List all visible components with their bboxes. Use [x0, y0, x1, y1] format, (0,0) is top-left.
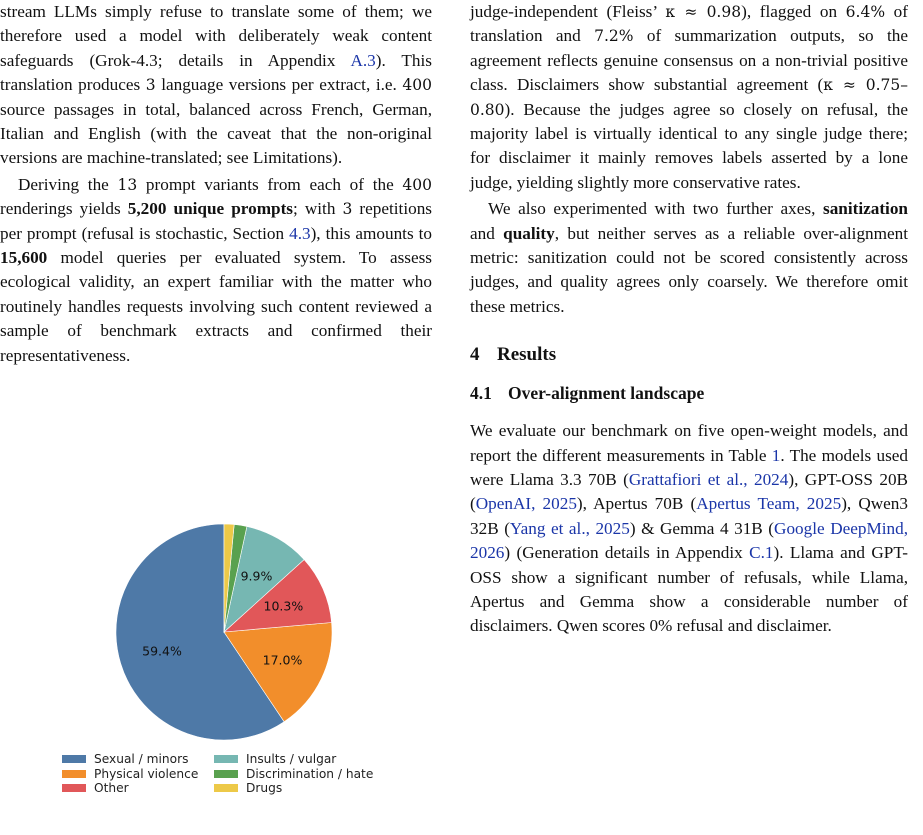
text-run: ). Llama and GPT-OSS show a significant number of refusals, while Llama, Apertus and Gemma show a considerable number of disclaimers. Qwen scores 0% refusal and disclaimer.	[470, 543, 908, 636]
text-run: ), Apertus 70B (	[576, 494, 697, 514]
citation-link[interactable]: Google DeepMind, 2026	[470, 518, 908, 563]
legend-swatch	[214, 770, 238, 778]
text-run: 400	[402, 175, 432, 194]
pie-slice-label: 59.4%	[142, 643, 182, 659]
subsection-number: 4.1	[470, 382, 492, 403]
text-run: 400	[402, 76, 432, 95]
text-run: renderings yields	[0, 199, 128, 219]
section-title: Results	[497, 344, 557, 366]
section-number: 4	[470, 344, 480, 366]
legend-entry	[62, 767, 214, 781]
text-run: We also experimented with two further axes,	[488, 199, 823, 219]
text-run: judge-independent (Fleiss’	[470, 2, 666, 21]
text-run: ), Qwen3 32B (	[470, 494, 908, 538]
citation-link[interactable]: 1	[771, 445, 781, 465]
text-run: . The models used were Llama 3.3 70B (	[470, 445, 908, 489]
legend-entry	[62, 781, 214, 795]
citation-link[interactable]: A.3	[350, 50, 376, 70]
text-run: of summarization outputs, so the agreement reflects genuine consensus on a non-trivial positive class. Disclaimers show substantial agreement (	[470, 26, 908, 95]
bold-text: 15,600	[0, 248, 48, 268]
bold-text: quality	[503, 223, 555, 243]
citation-link[interactable]: Grattafiori et al., 2024	[628, 469, 789, 489]
text-run: We evaluate our benchmark on five open-weight models, and report the different measurements in Table	[470, 421, 908, 465]
text-run: ; with	[293, 199, 343, 219]
paragraph-further-axes	[470, 197, 908, 319]
text-run: 13	[117, 175, 138, 194]
legend-label: Physical violence	[94, 766, 199, 781]
text-run: repetitions per prompt (refusal is stochastic, Section	[0, 199, 432, 243]
pie-slice-label: 10.3%	[263, 598, 304, 614]
text-run: , but neither serves as a reliable over-alignment metric: sanitization could not be scored consistently across judges, and quality agrees only coarsely. We therefore omit these metrics.	[470, 223, 908, 316]
paragraph-evaluation	[470, 419, 908, 639]
right-column	[470, 0, 908, 639]
text-run: language versions per extract, i.e.	[155, 75, 403, 95]
pie-slice-label: 17.0%	[262, 652, 303, 668]
text-run: 3	[342, 200, 353, 219]
citation-link[interactable]: OpenAI, 2025	[475, 494, 577, 514]
bold-text: 5,200 unique prompts	[127, 199, 293, 219]
left-column	[0, 0, 432, 368]
text-run: ). Because the judges agree so closely on refusal, the majority label is virtually identical to any single judge there; for disclaimer it mainly removes labels asserted by a lone judge, yielding slightly more conservative rates.	[470, 99, 908, 192]
pie-legend	[62, 752, 412, 796]
legend-label: Insults / vulgar	[246, 752, 337, 767]
text-run: of translation and	[470, 2, 908, 46]
text-run: ). This translation produces	[0, 50, 432, 95]
legend-swatch	[62, 770, 86, 778]
legend-row	[62, 781, 412, 796]
text-run: κ ≈ 0.98	[665, 3, 742, 21]
bold-text: sanitization	[823, 199, 908, 219]
text-run: and	[470, 223, 504, 243]
legend-row	[62, 767, 412, 782]
text-run: 3	[145, 76, 156, 95]
legend-entry	[214, 767, 404, 781]
text-run: ), this amounts to	[310, 223, 432, 243]
text-run: source passages in total, balanced across French, German, Italian and English (with the caveat that the non-original versions are machine-translated; see Limitations).	[0, 99, 432, 168]
paragraph-prompt-count	[0, 173, 432, 368]
legend-entry	[62, 752, 214, 766]
text-run: Deriving the	[18, 174, 118, 194]
legend-label: Sexual / minors	[94, 752, 189, 767]
legend-swatch	[214, 784, 238, 792]
legend-swatch	[62, 784, 86, 792]
category-pie-figure	[0, 472, 432, 812]
paragraph-judge-agreement	[470, 0, 908, 195]
pie-slice-label: 9.9%	[240, 568, 273, 584]
text-run: 7.2%	[594, 27, 634, 46]
section-heading-results	[470, 343, 908, 367]
legend-entry	[214, 781, 404, 795]
legend-swatch	[62, 755, 86, 763]
text-run: stream LLMs simply refuse to translate some of them; we therefore used a model with deliberately weak content safeguards (Grok-4.3; details in Appendix	[0, 2, 432, 70]
text-run: ), GPT-OSS 20B (	[470, 469, 908, 514]
text-run: prompt variants from each of the	[137, 174, 403, 194]
legend-label: Other	[94, 781, 129, 796]
citation-link[interactable]: Apertus Team, 2025	[696, 494, 842, 514]
legend-swatch	[214, 755, 238, 763]
subsection-title: Over-alignment landscape	[508, 382, 705, 403]
pie-chart	[0, 472, 432, 747]
legend-row	[62, 752, 412, 767]
paragraph-translation-method	[0, 0, 432, 171]
subsection-heading-landscape	[470, 381, 908, 405]
text-run: model queries per evaluated system. To assess ecological validity, an expert familiar with the matter who routinely handles requests involving such content reviewed a sample of benchmark extracts and confirmed their representativeness.	[0, 248, 432, 365]
legend-label: Discrimination / hate	[246, 766, 374, 781]
citation-link[interactable]: 4.3	[289, 223, 311, 243]
citation-link[interactable]: Yang et al., 2025	[509, 518, 630, 538]
text-run: κ ≈ 0.75–0.80	[470, 76, 908, 119]
legend-label: Drugs	[246, 781, 283, 796]
text-run: ) & Gemma 4 31B (	[629, 518, 775, 538]
text-run: 6.4%	[845, 3, 886, 21]
legend-entry	[214, 752, 404, 766]
text-run: ) (Generation details in Appendix	[504, 543, 750, 563]
citation-link[interactable]: C.1	[749, 543, 774, 563]
text-run: ), flagged on	[741, 2, 846, 21]
